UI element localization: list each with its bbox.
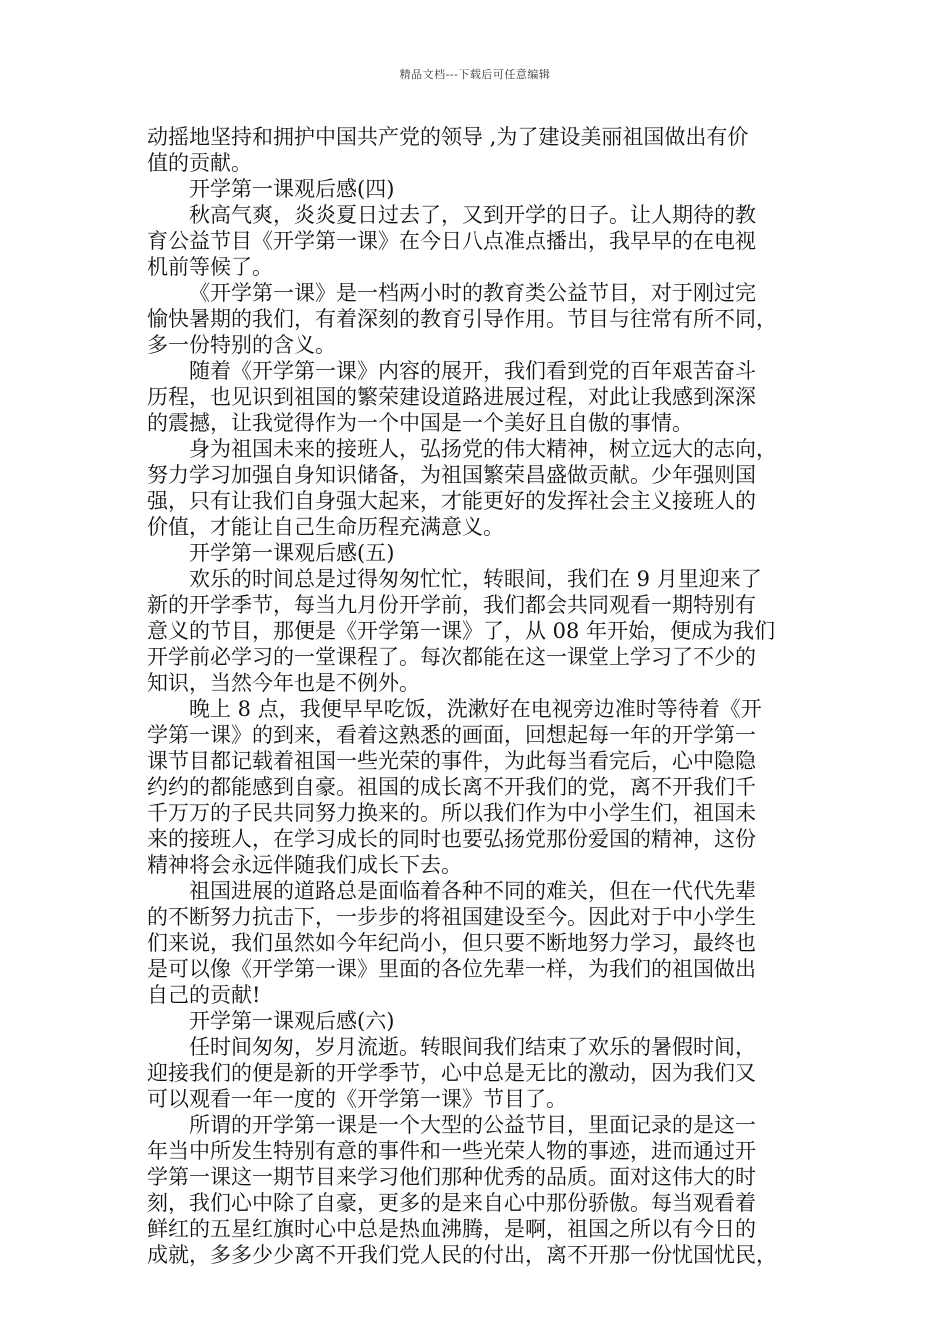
text-line: 可以观看一年一度的《开学第一课》节目了。	[147, 1087, 567, 1111]
document-body	[147, 124, 825, 1268]
text-line: 多一份特别的含义。	[147, 333, 336, 357]
text-line: 值的贡献。	[147, 151, 252, 175]
text-line: 价值，才能让自己生命历程充满意义。	[147, 515, 504, 539]
text-line: 精神将会永远伴随我们成长下去。	[147, 853, 462, 877]
text-line: 《开学第一课》是一档两小时的教育类公益节目，对于刚过完	[189, 281, 756, 305]
text-line: 任时间匆匆，岁月流逝。转眼间我们结束了欢乐的暑假时间，	[189, 1035, 756, 1059]
text-line: 的不断努力抗击下，一步步的将祖国建设至今。因此对于中小学生	[147, 905, 756, 929]
text-line: 身为祖国未来的接班人，弘扬党的伟大精神，树立远大的志向，	[189, 437, 777, 461]
text-line: 迎接我们的便是新的开学季节，心中总是无比的激动，因为我们又	[147, 1061, 756, 1085]
header-note: 精品文档---下载后可任意编辑	[399, 68, 551, 81]
text-line: 约约的都能感到自豪。祖国的成长离不开我们的党，离不开我们千	[147, 775, 756, 799]
text-line: 来的接班人，在学习成长的同时也要弘扬党那份爱国的精神，这份	[147, 827, 756, 851]
text-line: 千万万的子民共同努力换来的。所以我们作为中小学生们，祖国未	[147, 801, 756, 825]
text-line: 年当中所发生特别有意的事件和一些光荣人物的事迹，进而通过开	[147, 1139, 756, 1163]
text-line: 学第一课这一期节目来学习他们那种优秀的品质。面对这伟大的时	[147, 1165, 756, 1189]
text-line: 开学前必学习的一堂课程了。每次都能在这一课堂上学习了不少的	[147, 645, 756, 669]
text-line: 的震撼，让我觉得作为一个中国是一个美好且自傲的事情。	[147, 411, 693, 435]
text-line: 欢乐的时间总是过得匆匆忙忙，转眼间，我们在 9 月里迎来了	[189, 567, 762, 591]
text-line: 所谓的开学第一课是一个大型的公益节目，里面记录的是这一	[189, 1113, 756, 1137]
text-line: 新的开学季节，每当九月份开学前，我们都会共同观看一期特别有	[147, 593, 756, 617]
section-heading: 开学第一课观后感(四)	[189, 177, 395, 201]
text-line: 成就，多多少少离不开我们党人民的付出，离不开那一份忧国忧民，	[147, 1243, 777, 1267]
text-line: 鲜红的五星红旗时心中总是热血沸腾，是啊，祖国之所以有今日的	[147, 1217, 756, 1241]
text-line: 学第一课》的到来，看着这熟悉的画面，回想起每一年的开学第一	[147, 723, 756, 747]
text-line: 动摇地坚持和拥护中国共产党的领导 ,为了建设美丽祖国做出有价	[147, 125, 749, 149]
text-line: 育公益节目《开学第一课》在今日八点准点播出，我早早的在电视	[147, 229, 756, 253]
text-line: 课节目都记载着祖国一些光荣的事件，为此每当看完后，心中隐隐	[147, 749, 756, 773]
text-line: 祖国进展的道路总是面临着各种不同的难关，但在一代代先辈	[189, 879, 756, 903]
text-line: 随着《开学第一课》内容的展开，我们看到党的百年艰苦奋斗	[189, 359, 756, 383]
section-heading: 开学第一课观后感(五)	[189, 541, 395, 565]
text-line: 愉快暑期的我们，有着深刻的教育引导作用。节目与往常有所不同，	[147, 307, 777, 331]
text-line: 自己的贡献!	[147, 983, 261, 1007]
text-line: 晚上 8 点，我便早早吃饭，洗漱好在电视旁边准时等待着《开	[189, 697, 762, 721]
text-line: 是可以像《开学第一课》里面的各位先辈一样，为我们的祖国做出	[147, 957, 756, 981]
text-line: 刻，我们心中除了自豪，更多的是来自心中那份骄傲。每当观看着	[147, 1191, 756, 1215]
text-line: 强，只有让我们自身强大起来，才能更好的发挥社会主义接班人的	[147, 489, 756, 513]
text-line: 努力学习加强自身知识储备，为祖国繁荣昌盛做贡献。少年强则国	[147, 463, 756, 487]
text-line: 意义的节目，那便是《开学第一课》了，从 08 年开始，便成为我们	[147, 619, 776, 643]
text-line: 历程，也见识到祖国的繁荣建设道路进展过程，对此让我感到深深	[147, 385, 756, 409]
section-heading: 开学第一课观后感(六)	[189, 1009, 395, 1033]
text-line: 秋高气爽，炎炎夏日过去了，又到开学的日子。让人期待的教	[189, 203, 756, 227]
text-line: 机前等候了。	[147, 255, 273, 279]
text-line: 知识，当然今年也是不例外。	[147, 671, 420, 695]
text-line: 们来说，我们虽然如今年纪尚小，但只要不断地努力学习，最终也	[147, 931, 756, 955]
